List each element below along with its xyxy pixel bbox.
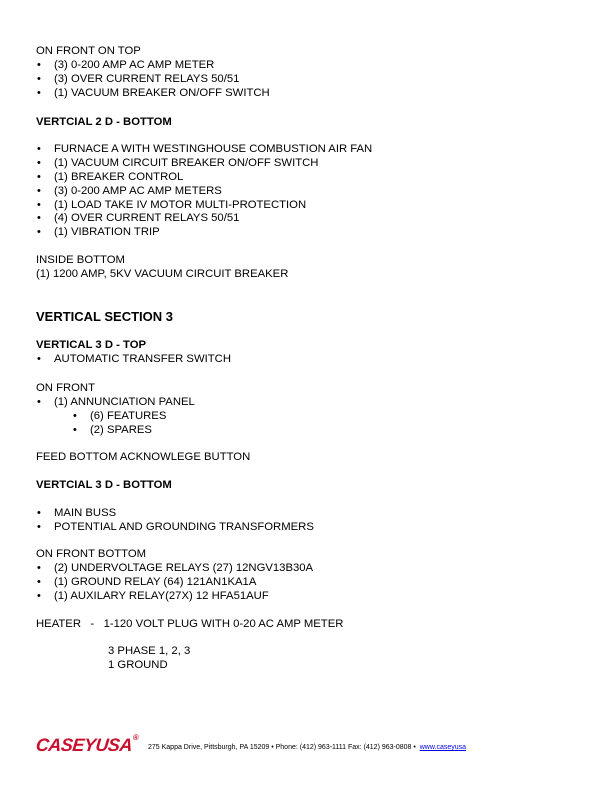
- inside-bottom-heading: INSIDE BOTTOM: [36, 254, 125, 266]
- on-front-heading: ON FRONT: [36, 382, 95, 394]
- list-item: • FURNACE A WITH WESTINGHOUSE COMBUSTION AIR FAN: [36, 142, 372, 156]
- v3-bottom-heading: VERTCIAL 3 D - BOTTOM: [36, 479, 172, 491]
- heater-phase: 3 PHASE 1, 2, 3: [108, 645, 191, 657]
- list-item: • (6) FEATURES: [72, 409, 166, 423]
- v2-bottom-list: [36, 142, 372, 239]
- list-item: • (1) VACUUM BREAKER ON/OFF SWITCH: [36, 86, 270, 100]
- page-footer: [36, 735, 576, 757]
- list-item: • MAIN BUSS: [36, 506, 314, 520]
- on-front-sublist: [72, 409, 166, 437]
- list-item: • (1) BREAKER CONTROL: [36, 170, 372, 184]
- list-item: • (1) AUXILARY RELAY(27X) 12 HFA51AUF: [36, 589, 313, 603]
- list-item: • (3) 0-200 AMP AC AMP METER: [36, 58, 270, 72]
- list-item: • (3) 0-200 AMP AC AMP METERS: [36, 184, 372, 198]
- front-top-list: [36, 58, 270, 100]
- list-item: • (3) OVER CURRENT RELAYS 50/51: [36, 72, 270, 86]
- on-front-list: [36, 395, 195, 409]
- list-item: • (1) LOAD TAKE IV MOTOR MULTI-PROTECTION: [36, 198, 372, 212]
- v3-bottom-list: [36, 506, 314, 534]
- heater-line: HEATER - 1-120 VOLT PLUG WITH 0-20 AC AMP METER: [36, 618, 344, 630]
- website-link[interactable]: www.caseyusa: [419, 744, 467, 751]
- company-logo: CASEYUSA®: [35, 733, 139, 755]
- front-bottom-list: [36, 561, 313, 603]
- list-item: • (1) GROUND RELAY (64) 121AN1KA1A: [36, 575, 313, 589]
- inside-bottom-line: (1) 1200 AMP, 5KV VACUUM CIRCUIT BREAKER: [36, 268, 289, 280]
- list-item: • POTENTIAL AND GROUNDING TRANSFORMERS: [36, 520, 314, 534]
- list-item: • (1) ANNUNCIATION PANEL: [36, 395, 195, 409]
- v3-top-heading: VERTICAL 3 D - TOP: [36, 339, 147, 351]
- heater-ground: 1 GROUND: [108, 659, 168, 671]
- list-item: • AUTOMATIC TRANSFER SWITCH: [36, 352, 231, 366]
- footer-address: 275 Kappa Drive, Pittsburgh, PA 15209 • Phone: (412) 963-1111 Fax: (412) 963-0808 • www.caseyusa: [148, 744, 467, 751]
- list-item: • (2) UNDERVOLTAGE RELAYS (27) 12NGV13B30A: [36, 561, 313, 575]
- v2-bottom-heading: VERTCIAL 2 D - BOTTOM: [36, 116, 172, 128]
- front-top-heading: ON FRONT ON TOP: [36, 45, 141, 57]
- list-item: • (1) VACUUM CIRCUIT BREAKER ON/OFF SWITCH: [36, 156, 372, 170]
- list-item: • (4) OVER CURRENT RELAYS 50/51: [36, 211, 372, 225]
- list-item: • (1) VIBRATION TRIP: [36, 225, 372, 239]
- v3-top-list: [36, 352, 231, 366]
- section-3-title: VERTICAL SECTION 3: [36, 309, 174, 324]
- feed-line: FEED BOTTOM ACKNOWLEGE BUTTON: [36, 451, 251, 463]
- front-bottom-heading: ON FRONT BOTTOM: [36, 548, 147, 560]
- list-item: • (2) SPARES: [72, 423, 166, 437]
